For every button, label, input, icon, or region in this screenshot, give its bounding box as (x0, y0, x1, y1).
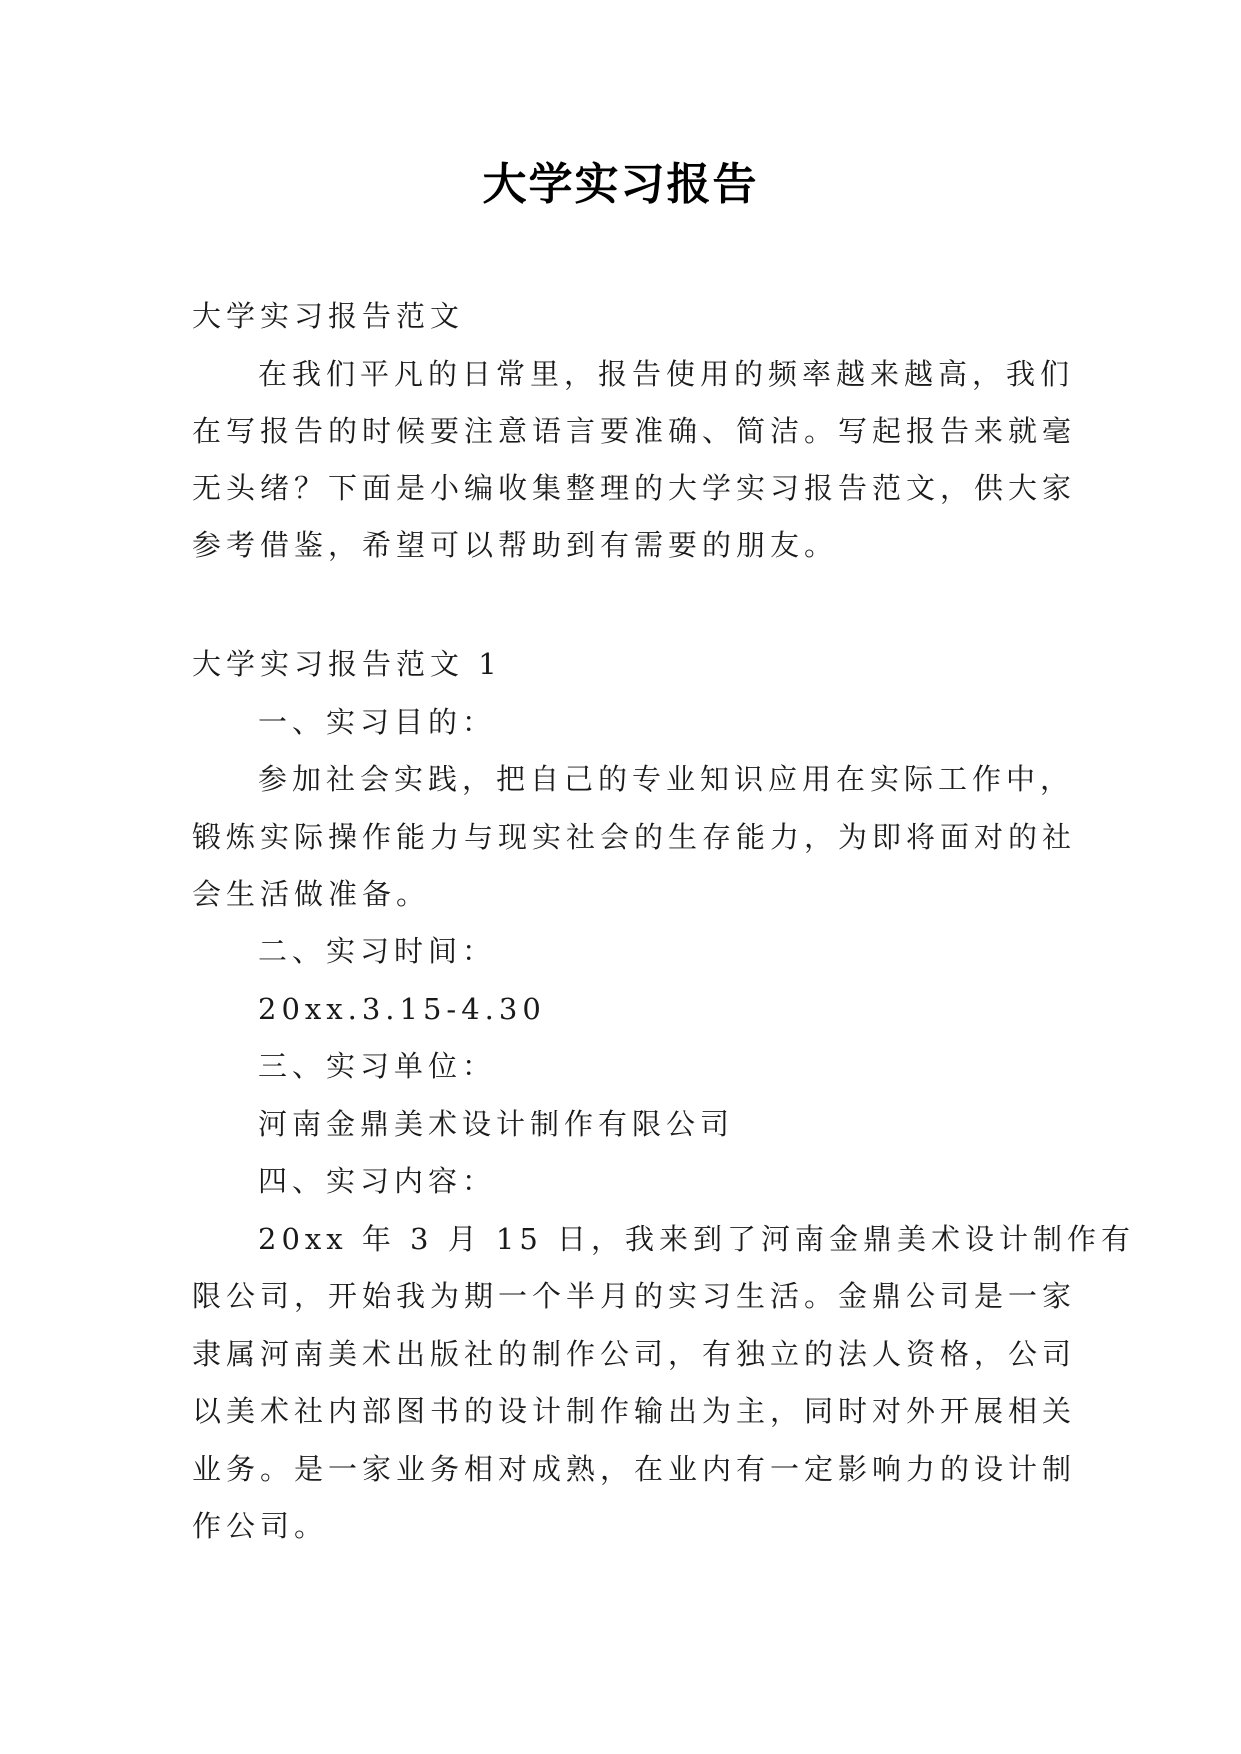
paragraph-line: 作公司。 (192, 1509, 329, 1543)
paragraph-line: 业务。是一家业务相对成熟，在业内有一定影响力的设计制 (192, 1452, 1077, 1486)
paragraph-line: 在写报告的时候要注意语言要准确、简洁。写起报告来就毫 (192, 414, 1077, 448)
paragraph-line: 以美术社内部图书的设计制作输出为主，同时对外开展相关 (192, 1394, 1077, 1428)
paragraph-line: 20xx 年 3 月 15 日，我来到了河南金鼎美术设计制作有 (258, 1222, 1136, 1256)
paragraph-line: 锻炼实际操作能力与现实社会的生存能力，为即将面对的社 (192, 820, 1077, 854)
paragraph-line: 20xx.3.15-4.30 (258, 992, 546, 1026)
subheading: 三、实习单位： (258, 1049, 497, 1083)
paragraph-line: 参考借鉴，希望可以帮助到有需要的朋友。 (192, 528, 839, 562)
paragraph-line: 参加社会实践，把自己的专业知识应用在实际工作中， (258, 762, 1075, 796)
subheading: 二、实习时间： (258, 934, 497, 968)
section-heading: 大学实习报告范文 (192, 299, 465, 333)
paragraph-line: 河南金鼎美术设计制作有限公司 (258, 1107, 735, 1141)
subheading: 四、实习内容： (258, 1164, 497, 1198)
document-title: 大学实习报告 (482, 159, 759, 210)
paragraph-line: 在我们平凡的日常里，报告使用的频率越来越高，我们 (258, 357, 1075, 391)
paragraph-line: 无头绪？下面是小编收集整理的大学实习报告范文，供大家 (192, 471, 1077, 505)
paragraph-line: 限公司，开始我为期一个半月的实习生活。金鼎公司是一家 (192, 1279, 1077, 1313)
paragraph-line: 会生活做准备。 (192, 877, 431, 911)
paragraph-line: 隶属河南美术出版社的制作公司，有独立的法人资格，公司 (192, 1337, 1077, 1371)
subheading: 一、实习目的： (258, 705, 497, 739)
section-heading: 大学实习报告范文 1 (192, 647, 502, 681)
